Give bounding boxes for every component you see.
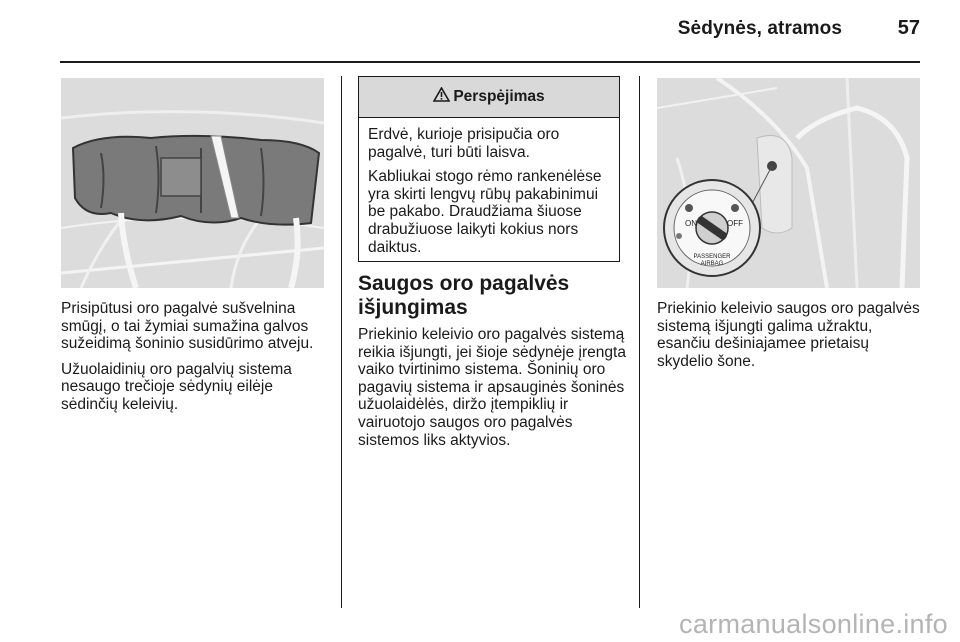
page-header-title: Sėdynės, atramos bbox=[677, 18, 842, 39]
section-heading: Saugos oro pagalvės išjungimas bbox=[358, 272, 570, 319]
warning-body bbox=[359, 118, 619, 256]
middle-column-text bbox=[358, 326, 630, 457]
left-column-text bbox=[61, 300, 331, 422]
paragraph: Užuolaidinių oro pagalvių sistema nesaugo trečioje sėdynių eilėje sėdinčių keleivių. bbox=[61, 360, 292, 413]
switch-off-label: OFF bbox=[727, 219, 743, 228]
column-divider-right bbox=[639, 76, 640, 608]
paragraph: Priekinio keleivio saugos oro pagalvės sistemą išjungti galima užraktu, esančiu dešiniajamee prietaisų skydelio šone. bbox=[657, 300, 920, 370]
switch-caption-line1: PASSENGER bbox=[693, 254, 731, 260]
header-rule bbox=[60, 61, 920, 63]
warning-box bbox=[358, 76, 620, 262]
right-column-text bbox=[657, 300, 927, 378]
warning-paragraph: Erdvė, kurioje prisipučia oro pagalvė, turi būti laisva. bbox=[368, 126, 560, 161]
paragraph: Prisipūtusi oro pagalvė sušvelnina smūgį, o tai žymiai sumažina galvos sužeidimą šoninio susidūrimo atveju. bbox=[61, 300, 314, 353]
switch-caption-line2: AIRBAG bbox=[700, 261, 724, 267]
column-divider-left bbox=[341, 76, 342, 608]
airbag-switch-illustration bbox=[657, 78, 920, 288]
switch-on-label: ON bbox=[685, 219, 697, 228]
warning-header bbox=[359, 77, 619, 118]
warning-title: Perspėjimas bbox=[453, 88, 545, 105]
airbag-inflated-illustration bbox=[61, 78, 324, 288]
watermark: carmanualsonline.info bbox=[679, 609, 948, 639]
warning-paragraph: Kabliukai stogo rėmo rankenėlėse yra skirti lengvų rūbų pakabinimui be pakabo. Draudžiama šiuose drabužiuose laikyti kokius nors daiktus. bbox=[368, 168, 602, 256]
page-number: 57 bbox=[897, 17, 920, 39]
warning-triangle-icon bbox=[433, 87, 450, 107]
paragraph: Priekinio keleivio oro pagalvės sistemą reikia išjungti, jei šioje sėdynėje įrengta vaiko tvirtinimo sistema. Šoninių oro pagavių sistema ir apsauginės šoninės užuolaidėlės, diržo įtempiklių ir vairuotojo saugos oro pagalvės sistemos liks aktyvios. bbox=[358, 326, 626, 449]
